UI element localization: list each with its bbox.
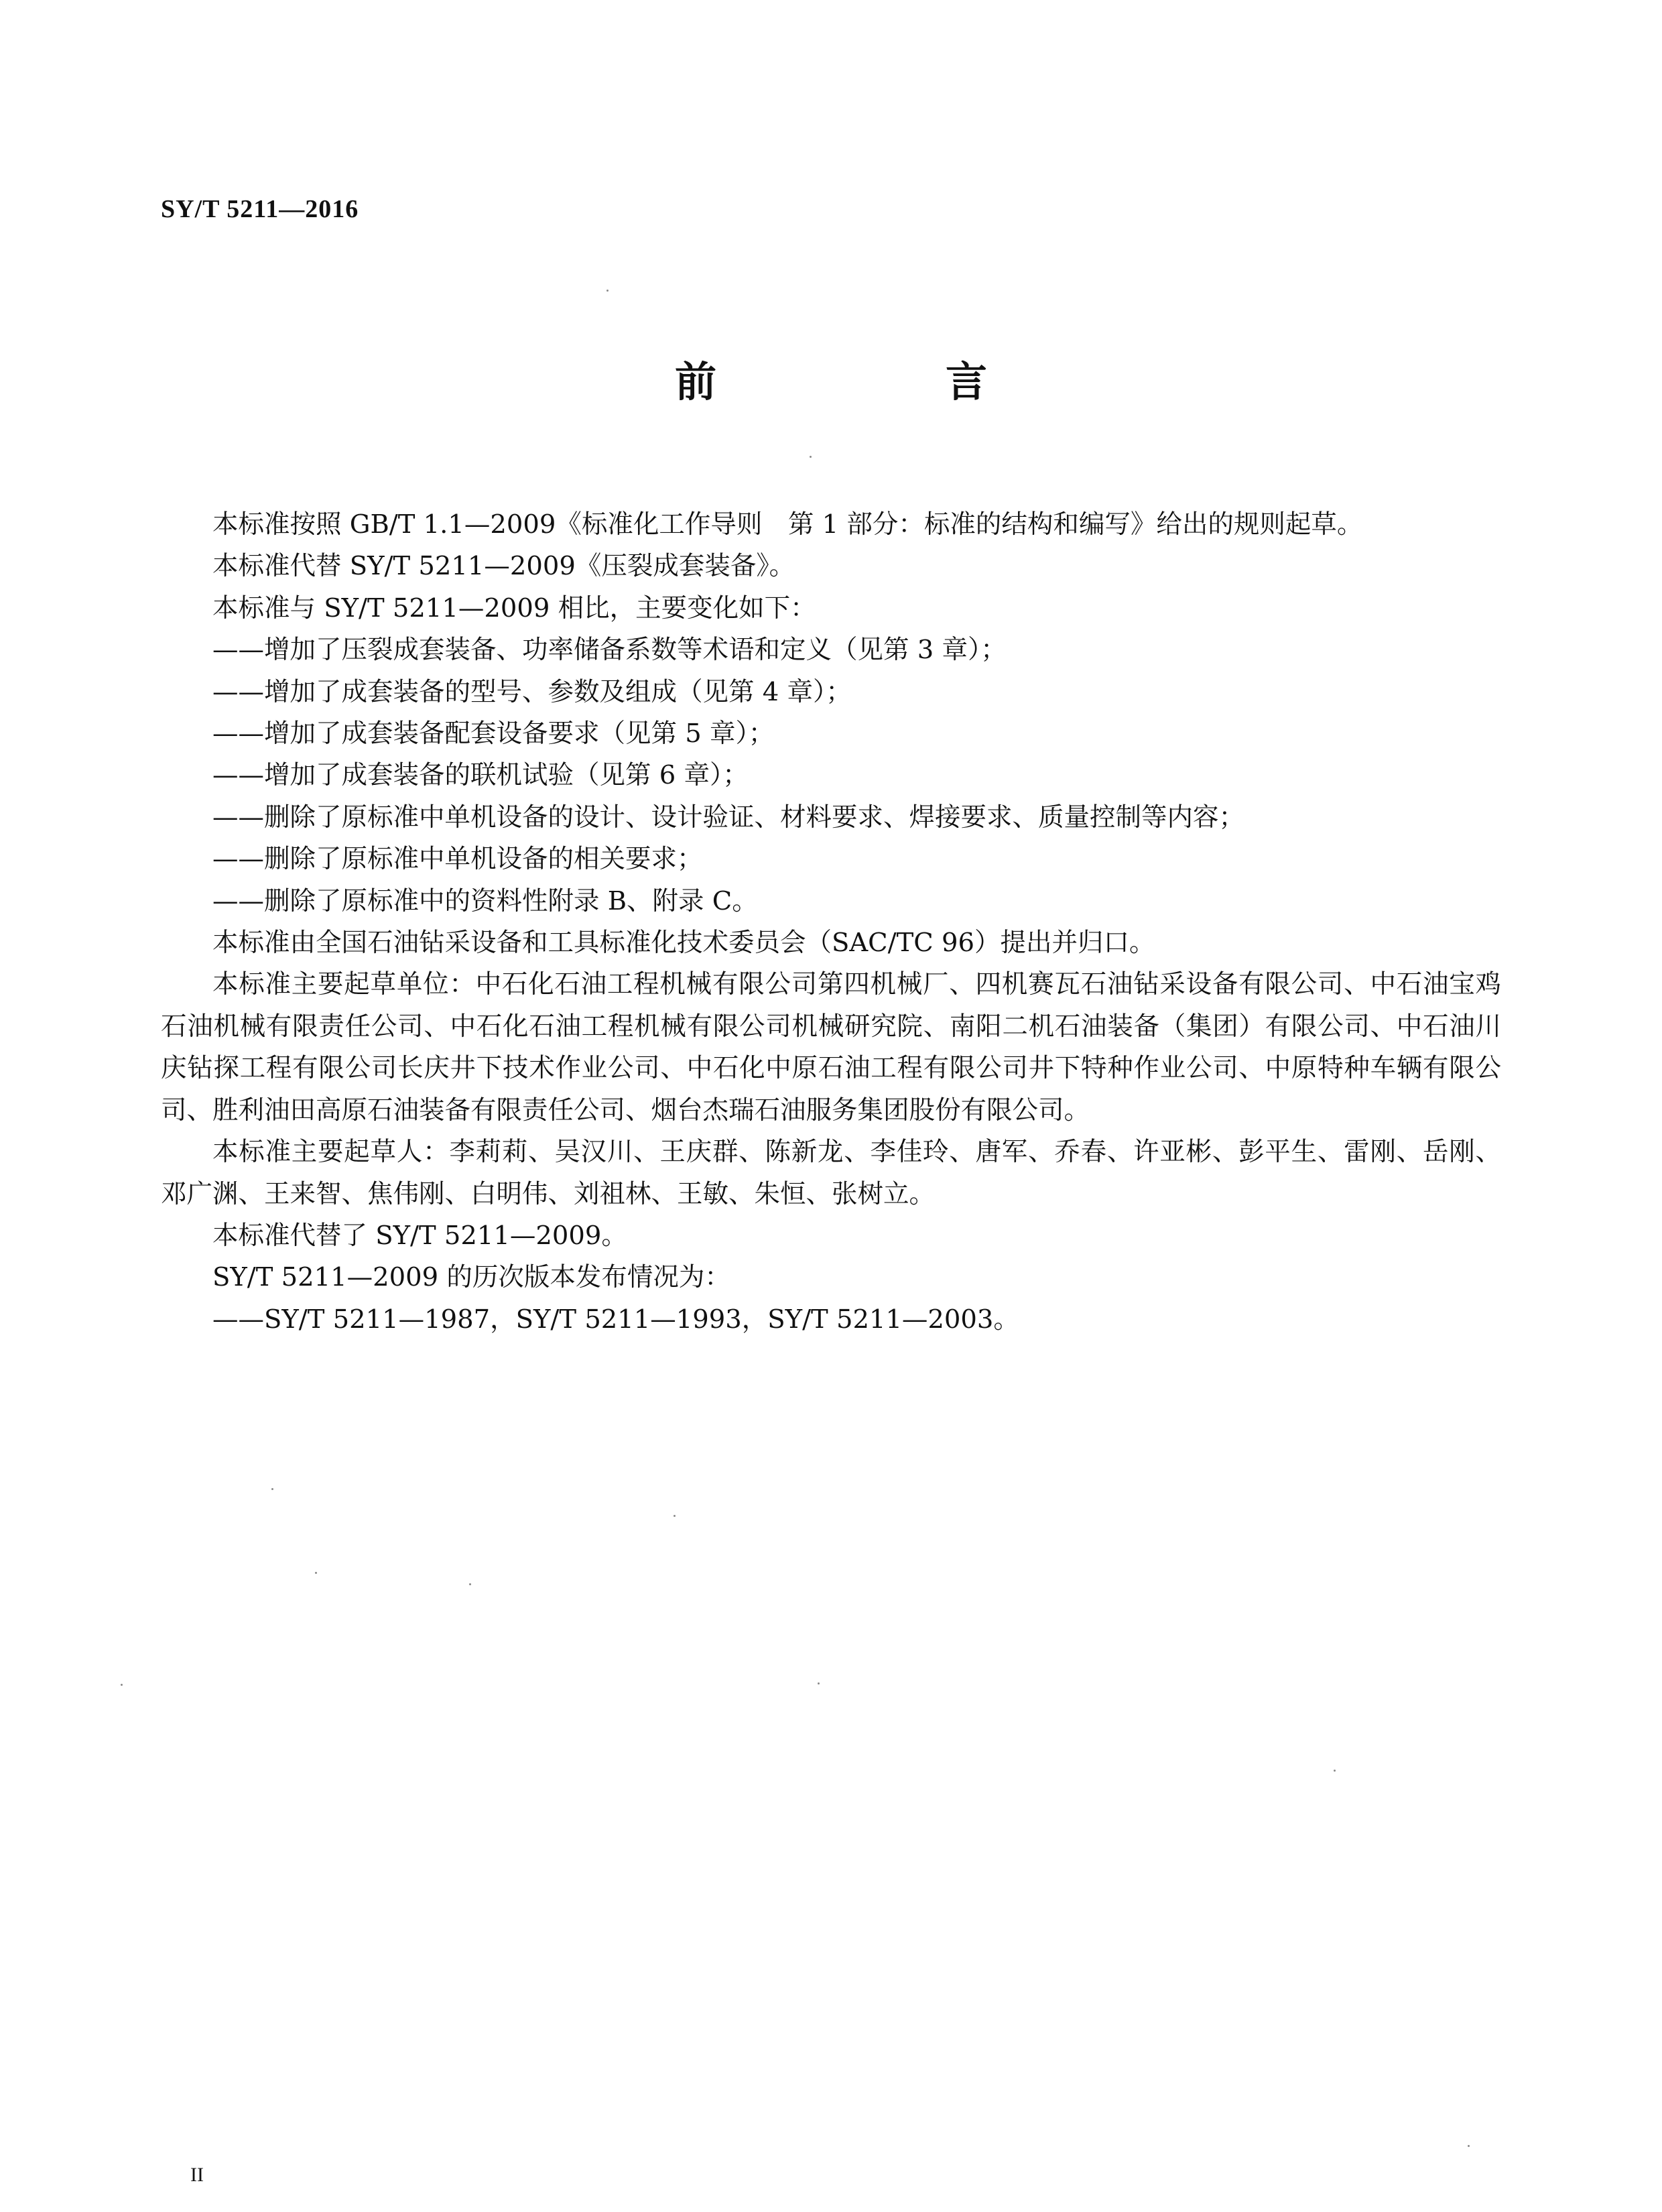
scan-speck	[818, 1682, 820, 1684]
history-item: ——SY/T 5211—1987，SY/T 5211—1993，SY/T 5211—2003。	[212, 1304, 1019, 1335]
scan-speck	[810, 456, 812, 458]
paragraph-replaces: 本标准代替 SY/T 5211—2009《压裂成套装备》。	[212, 551, 795, 582]
standard-code: SY/T 5211—2016	[161, 195, 359, 223]
change-item: ——删除了原标准中单机设备的相关要求；	[212, 844, 703, 875]
scan-speck	[271, 1488, 273, 1490]
change-item: ——增加了成套装备的联机试验（见第 6 章）；	[212, 760, 749, 791]
page-number: II	[190, 2164, 204, 2186]
scan-speck	[315, 1572, 317, 1574]
paragraph-history-intro: SY/T 5211—2009 的历次版本发布情况为：	[212, 1262, 730, 1293]
paragraph-drafting-units: 本标准主要起草单位：中石化石油工程机械有限公司第四机械厂、四机赛瓦石油钻采设备有限公司、中石油宝鸡石油机械有限责任公司、中石化石油工程机械有限公司机械研究院、南阳二机石油装备（集团）有限公司、中石油川庆钻探工程有限公司长庆井下技术作业公司、中石化中原石油工程有限公司井下特种作业公司、中原特种车辆有限公司、胜利油田高原石油装备有限责任公司、烟台杰瑞石油服务集团股份有限公司。	[161, 969, 1501, 1125]
paragraph-changes-intro: 本标准与 SY/T 5211—2009 相比，主要变化如下：	[212, 593, 816, 623]
change-item: ——增加了压裂成套装备、功率储备系数等术语和定义（见第 3 章）；	[212, 635, 1007, 666]
scan-speck	[1334, 1770, 1336, 1772]
paragraph-proposed-by: 本标准由全国石油钻采设备和工具标准化技术委员会（SAC/TC 96）提出并归口。	[212, 928, 1155, 959]
preface-body	[161, 504, 1501, 1341]
scan-speck	[1468, 2145, 1470, 2147]
scan-speck	[674, 1515, 676, 1517]
change-item: ——删除了原标准中单机设备的设计、设计验证、材料要求、焊接要求、质量控制等内容；	[212, 802, 1245, 833]
change-item: ——增加了成套装备配套设备要求（见第 5 章）；	[212, 719, 775, 749]
scan-speck	[121, 1684, 123, 1686]
paragraph-replaced-standard: 本标准代替了 SY/T 5211—2009。	[212, 1220, 627, 1251]
change-item: ——增加了成套装备的型号、参数及组成（见第 4 章）；	[212, 676, 852, 707]
scan-speck	[606, 290, 609, 292]
change-item: ——删除了原标准中的资料性附录 B、附录 C。	[212, 885, 758, 916]
scan-speck	[469, 1583, 471, 1585]
section-title: 前 言	[674, 357, 1081, 406]
paragraph-drafters: 本标准主要起草人：李莉莉、吴汉川、王庆群、陈新龙、李佳玲、唐军、乔春、许亚彬、彭平生、雷刚、岳刚、邓广渊、王来智、焦伟刚、白明伟、刘祖林、王敏、朱恒、张树立。	[161, 1137, 1501, 1209]
paragraph-drafting-rules: 本标准按照 GB/T 1.1—2009《标准化工作导则 第 1 部分：标准的结构和编写》给出的规则起草。	[212, 509, 1363, 540]
